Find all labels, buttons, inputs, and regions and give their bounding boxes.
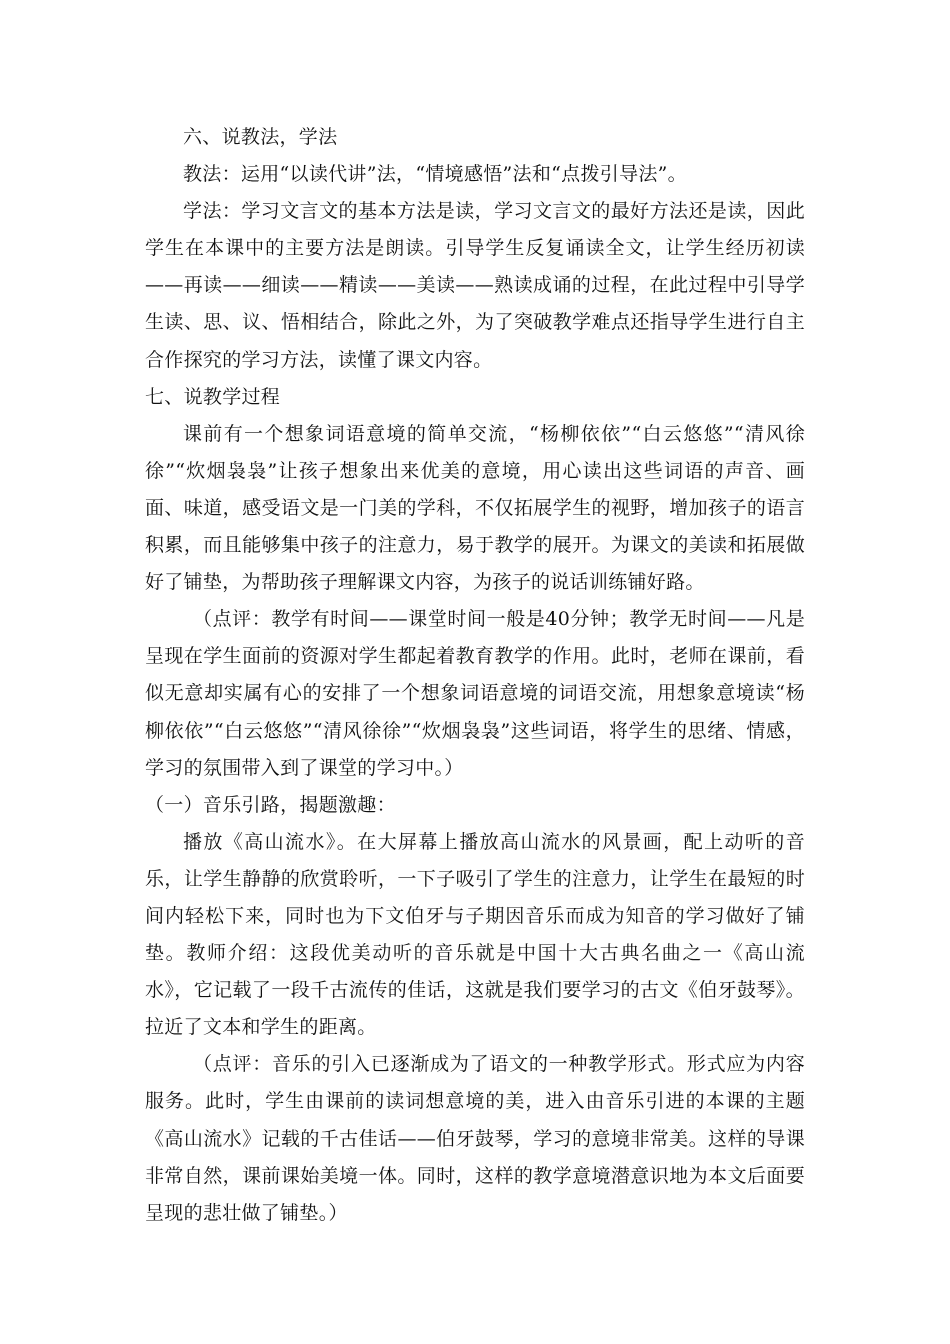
section-heading-7: 七、说教学过程 <box>145 385 281 408</box>
section-heading-6: 六、说教法，学法 <box>183 126 338 148</box>
learning-method-paragraph: 学法：学习文言文的基本方法是读，学习文言文的最好方法还是读，因此学生在本课中的主要方法是朗读。引导学生反复诵读全文，让学生经历初读——再读——细读——精读——美读——熟读成诵的过程，在此过程中引导学生读、思、议、悟相结合，除此之外，为了突破教学难点还指导学生进行自主合作探究的学习方法，读懂了课文内容。 <box>145 200 805 371</box>
pre-class-paragraph: 课前有一个想象词语意境的简单交流，“杨柳依依”“白云悠悠”“清风徐徐”“炊烟袅袅”让孩子想象出来优美的意境，用心读出这些词语的声音、画面、味道，感受语文是一门美的学科，不仅拓展学生的视野，增加孩子的语言积累，而且能够集中孩子的注意力，易于教学的展开。为课文的美读和拓展做好了铺垫，为帮助孩子理解课文内容，为孩子的说话训练铺好路。 <box>145 422 805 594</box>
teaching-method-paragraph: 教法：运用“以读代讲”法，“情境感悟”法和“点拨引导法”。 <box>183 163 687 186</box>
subsection-heading-1: （一）音乐引路，揭题激趣： <box>145 793 396 816</box>
comment-paragraph-1: （点评：教学有时间——课堂时间一般是40分钟；教学无时间——凡是呈现在学生面前的资源对学生都起着教育教学的作用。此时，老师在课前，看似无意却实属有心的安排了一个想象词语意境的词语交流，用想象意境读“杨柳依依”“白云悠悠”“清风徐徐”“炊烟袅袅”这些词语，将学生的思绪、情感，学习的氛围带入到了课堂的学习中。） <box>145 608 805 779</box>
document-body <box>145 119 805 1232</box>
music-intro-paragraph: 播放《高山流水》。在大屏幕上播放高山流水的风景画，配上动听的音乐，让学生静静的欣赏聆听，一下子吸引了学生的注意力，让学生在最短的时间内轻松下来，同时也为下文伯牙与子期因音乐而成为知音的学习做好了铺垫。教师介绍：这段优美动听的音乐就是中国十大古典名曲之一《高山流水》，它记载了一段千古流传的佳话，这就是我们要学习的古文《伯牙鼓琴》。拉近了文本和学生的距离。 <box>145 830 805 1039</box>
comment-paragraph-2: （点评：音乐的引入已逐渐成为了语文的一种教学形式。形式应为内容服务。此时，学生由课前的读词想意境的美，进入由音乐引进的本课的主题《高山流水》记载的千古佳话——伯牙鼓琴，学习的意境非常美。这样的导课非常自然，课前课始美境一体。同时，这样的教学意境潜意识地为本文后面要呈现的悲壮做了铺垫。） <box>145 1053 805 1224</box>
